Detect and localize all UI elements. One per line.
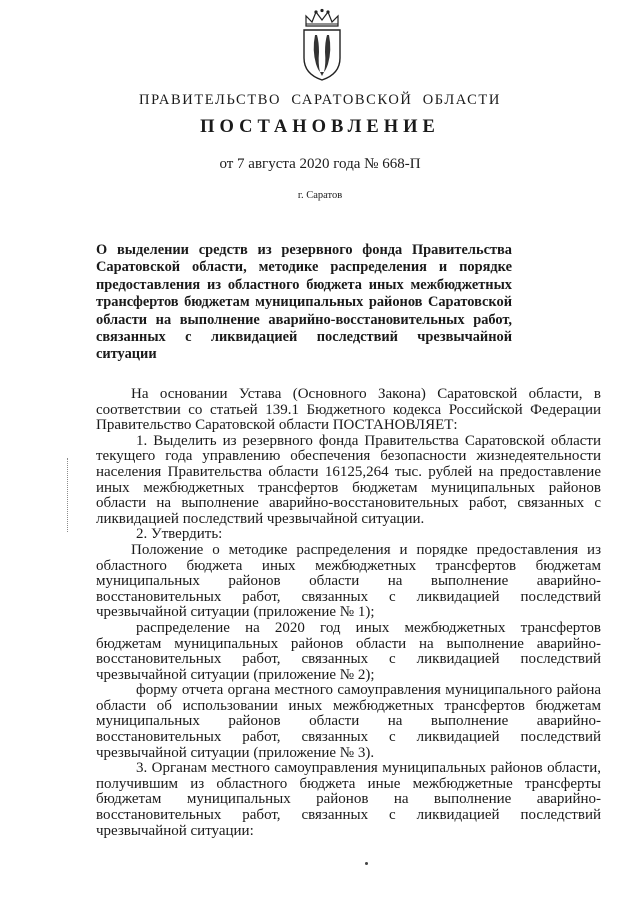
- item-2-appendix-1-paragraph: Положение о методике распределения и порядке предоставления из областного бюджета иных межбюджетных трансфертов бюджетам муниципальных районов области на выполнение аварийно-восстановительных работ, связанных с ликвидацией последствий чрезвычайной ситуации (приложение № 1);: [96, 541, 601, 621]
- coat-of-arms-icon: [300, 8, 344, 82]
- preamble-paragraph: На основании Устава (Основного Закона) Саратовской области, в соответствии со статьей 139.1 Бюджетного кодекса Российской Федерации Правительство Саратовской области ПОСТАНОВЛЯЕТ:: [96, 386, 601, 434]
- item-3-paragraph: 3. Органам местного самоуправления муниципальных районов области, получившим из областного бюджета иные межбюджетные трансферты бюджетам муниципальных районов на выполнение аварийно-восстановительных работ, связанных с ликвидацией последствий чрезвычайной ситуации:: [96, 760, 601, 839]
- document-title: О выделении средств из резервного фонда Правительства Саратовской области, методике распределения и порядке предоставления из областного бюджета иных межбюджетных трансфертов бюджетам муниципальных районов Саратовской области на выполнение аварийно-восстановительных работ, связанных с ликвидацией последствий чрезвычайной ситуации: [96, 242, 512, 363]
- item-2-appendix-3-paragraph: форму отчета органа местного самоуправления муниципального района области об использовании иных межбюджетных трансфертов бюджетам муниципальных районов области на выполнение аварийно-восстановительных работ, связанных с ликвидацией последствий чрезвычайной ситуации (приложение № 3).: [96, 682, 601, 761]
- government-name: ПРАВИТЕЛЬСТВО САРАТОВСКОЙ ОБЛАСТИ: [139, 92, 501, 108]
- document-body: [96, 387, 601, 839]
- item-2-paragraph: 2. Утвердить:: [136, 526, 223, 543]
- document-type: ПОСТАНОВЛЕНИЕ: [200, 117, 440, 137]
- scan-speck: [365, 862, 368, 865]
- document-place: г. Саратов: [297, 190, 343, 201]
- item-1-paragraph: 1. Выделить из резервного фонда Правительства Саратовской области текущего года управлению обеспечения безопасности жизнедеятельности населения Правительства области 16125,264 тыс. рублей на предоставление иных межбюджетных трансфертов бюджетам муниципальных районов области на выполнение аварийно-восстановительных работ, связанных с ликвидацией последствий чрезвычайной ситуации.: [96, 432, 601, 527]
- item-2-appendix-2-paragraph: распределение на 2020 год иных межбюджетных трансфертов бюджетам муниципальных районов области на выполнение аварийно-восстановительных работ, связанных с ликвидацией последствий чрезвычайной ситуации (приложение № 2);: [96, 619, 601, 683]
- document-date-number: от 7 августа 2020 года № 668-П: [219, 156, 421, 172]
- scan-margin-mark: [67, 458, 69, 532]
